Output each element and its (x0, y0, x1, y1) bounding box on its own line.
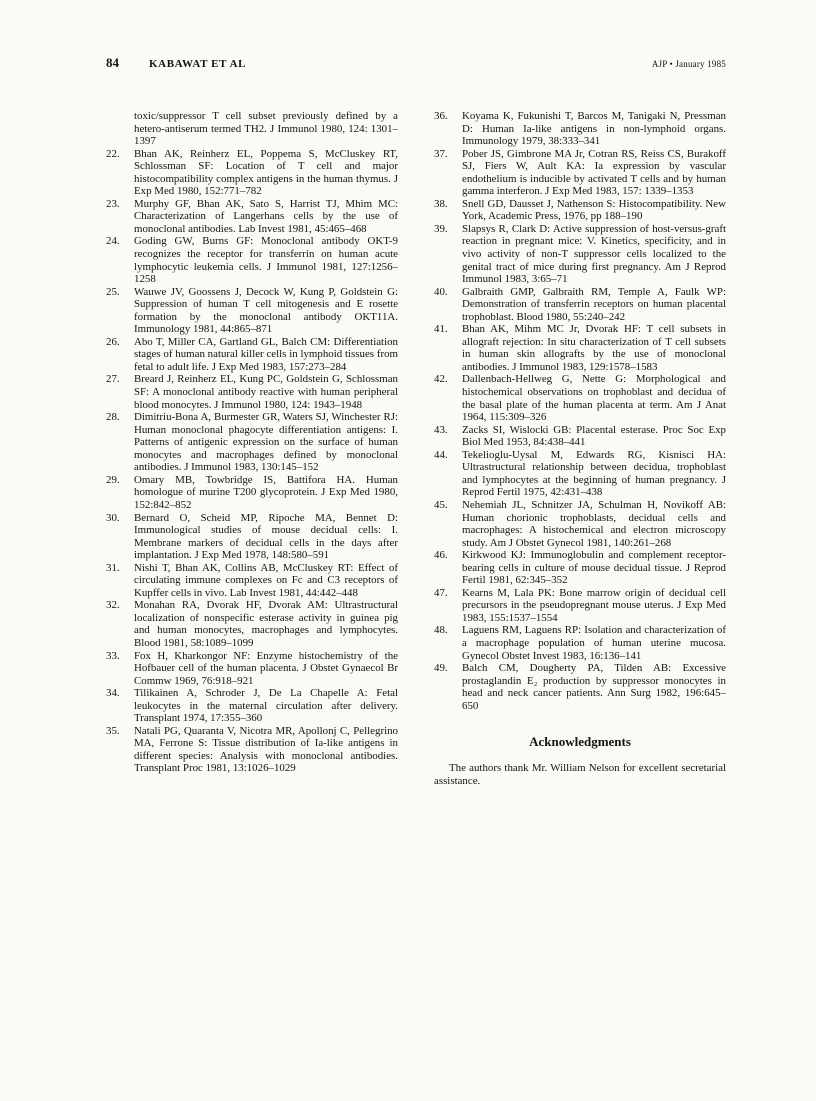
reference-number: 44. (434, 448, 448, 461)
reference-item (434, 223, 726, 286)
reference-text: Breard J, Reinherz EL, Kung PC, Goldstein G, Schlossman SF: A monoclonal antibody reactive with human peripheral blood monocytes. J Immunol 1980, 124: 1943–1948 (134, 373, 398, 411)
reference-text: Kearns M, Lala PK: Bone marrow origin of decidual cell precursors in the pseudopregnant mouse uterus. J Exp Med 1983, 155:1537–1554 (462, 586, 726, 624)
reference-number: 26. (106, 335, 120, 348)
reference-number: 31. (106, 561, 120, 574)
reference-text: Nishi T, Bhan AK, Collins AB, McCluskey RT: Effect of circulating immune complexes on Fc and C3 receptors of Kupffer cells in vivo. Lab Invest 1981, 44:442–448 (134, 561, 398, 599)
reference-number: 30. (106, 511, 120, 524)
reference-item (106, 687, 398, 725)
reference-text: Dallenbach-Hellweg G, Nette G: Morphological and histochemical observations on trophoblast and decidua of the basal plate of the human placenta at term. Am J Anat 1964, 115:309–326 (462, 373, 726, 424)
reference-item (434, 373, 726, 423)
right-column (434, 110, 726, 788)
page-header (106, 54, 726, 72)
reference-number: 43. (434, 423, 448, 436)
reference-item (106, 650, 398, 688)
reference-number: 36. (434, 110, 448, 122)
reference-text: Galbraith GMP, Galbraith RM, Temple A, Faulk WP: Demonstration of transferrin receptors on human placental trophoblast. Blood 1980, 55:240–242 (462, 285, 726, 323)
reference-text: Goding GW, Burns GF: Monoclonal antibody OKT-9 recognizes the receptor for transferrin on human acute lymphocytic leukemia cells. J Immunol 1981, 127:1256–1258 (134, 235, 398, 286)
reference-number: 35. (106, 724, 120, 737)
reference-item (434, 424, 726, 449)
reference-text: Bhan AK, Mihm MC Jr, Dvorak HF: T cell subsets in allograft rejection: In situ characterization of T cell subsets in human skin allografts by the use of monoclonal antibodies. J Immunol 1983, 129:1578–1583 (462, 323, 726, 373)
reference-item (434, 449, 726, 499)
reference-item (434, 148, 726, 198)
reference-item (434, 499, 726, 549)
reference-number: 38. (434, 197, 448, 210)
reference-number: 34. (106, 687, 120, 700)
reference-item (434, 198, 726, 223)
reference-text: Dimitriu-Bona A, Burmester GR, Waters SJ, Winchester RJ: Human monoclonal phagocyte differentiation antigens: I. Patterns of antigenic expression on the surface of human monocytes and macrophages defined by monoclonal antibodies. J Immunol 1983, 130:145–152 (134, 411, 398, 474)
reference-text: Pober JS, Gimbrone MA Jr, Cotran RS, Reiss CS, Burakoff SJ, Fiers W, Ault KA: Ia expression by vascular endothelium is inducible by activated T cells and by human gamma interferon. J Exp Med 1983, 157: 1339–1353 (462, 147, 726, 198)
reference-item (434, 110, 726, 148)
reference-text: Tilikainen A, Schroder J, De La Chapelle A: Fetal leukocytes in the maternal circulation after delivery. Transplant 1974, 17:355–360 (134, 687, 398, 725)
reference-item (106, 725, 398, 775)
reference-text: Kirkwood KJ: Immunoglobulin and complement receptor-bearing cells in culture of mouse decidual tissue. J Reprod Fertil 1981, 62:345–352 (462, 549, 726, 587)
reference-text: Abo T, Miller CA, Gartland GL, Balch CM: Differentiation stages of human natural killer cells in lymphoid tissues from fetal to adult life. J Exp Med 1983, 157:273–284 (134, 335, 398, 373)
reference-text: Fox H, Kharkongor NF: Enzyme histochemistry of the Hofbauer cell of the human placenta. J Obstet Gynaecol Br Commw 1969, 76:918–921 (134, 649, 398, 687)
reference-number: 28. (106, 411, 120, 424)
reference-list-left (106, 148, 398, 775)
reference-number: 33. (106, 649, 120, 662)
reference-item (434, 549, 726, 587)
reference-list-right (434, 110, 726, 712)
reference-text: Wauwe JV, Goossens J, Decock W, Kung P, Goldstein G: Suppression of human T cell mitogenesis and E rosette formation by the monoclonal antibody OKT11A. Immunology 1981, 44:865–871 (134, 285, 398, 336)
reference-item (106, 599, 398, 649)
reference-number: 42. (434, 373, 448, 386)
acknowledgments-text: The authors thank Mr. William Nelson for excellent secretarial assistance. (434, 761, 726, 787)
reference-text: Slapsys R, Clark D: Active suppression of host-versus-graft reaction in pregnant mice: V. Kinetics, specificity, and in vivo activity of non-T suppressor cells localized to the genital tract of mice during first pregnancy. Am J Reprod Immunol 1983, 3:65–71 (462, 222, 726, 286)
reference-item (106, 474, 398, 512)
left-column (106, 110, 398, 788)
reference-text: Tekelioglu-Uysal M, Edwards RG, Kisnisci HA: Ultrastructural relationship between decidua, trophoblast and lymphocytes at the beginning of human pregnancy. J Reprod Fertil 1975, 42:431–438 (462, 448, 726, 499)
reference-number: 40. (434, 285, 448, 298)
reference-number: 23. (106, 197, 120, 210)
journal-issue-info: AJP • January 1985 (651, 59, 726, 69)
reference-text: Murphy GF, Bhan AK, Sato S, Harrist TJ, Mhim MC: Characterization of Langerhans cells by the use of monoclonal antibodies. Lab Invest 1981, 45:465–468 (134, 197, 398, 235)
reference-number: 39. (434, 222, 448, 235)
reference-text: Omary MB, Towbridge IS, Battifora HA. Human homologue of murine T200 glycoprotein. J Exp Med 1980, 152:842–852 (134, 473, 398, 511)
reference-item (434, 624, 726, 662)
reference-number: 49. (434, 662, 448, 675)
reference-number: 47. (434, 586, 448, 599)
reference-item (434, 587, 726, 625)
reference-continuation: toxic/suppressor T cell subset previously defined by a hetero-antiserum termed TH2. J Immunol 1980, 124: 1301–1397 (134, 110, 398, 148)
header-left (106, 54, 246, 72)
reference-text: Nehemiah JL, Schnitzer JA, Schulman H, Novikoff AB: Human chorionic trophoblasts, decidual cells and macrophages: A histochemical and electron microscopy study. Am J Obstet Gynecol 1981, 140:261–268 (462, 498, 726, 549)
reference-item (106, 512, 398, 562)
page-number: 84 (106, 55, 119, 70)
reference-number: 37. (434, 147, 448, 160)
reference-columns (106, 110, 726, 788)
reference-number: 32. (106, 599, 120, 612)
reference-item (106, 198, 398, 236)
reference-item (106, 562, 398, 600)
reference-item (106, 411, 398, 474)
reference-number: 41. (434, 323, 448, 336)
acknowledgments-title: Acknowledgments (529, 734, 631, 750)
reference-number: 27. (106, 373, 120, 386)
running-title: KABAWAT ET AL (149, 58, 247, 70)
reference-text: Koyama K, Fukunishi T, Barcos M, Tanigaki N, Pressman D: Human Ia-like antigens in non-lymphoid organs. Immunology 1979, 38:333–341 (462, 110, 726, 148)
reference-number: 46. (434, 549, 448, 562)
reference-item (106, 373, 398, 411)
reference-text: Natali PG, Quaranta V, Nicotra MR, Apollonj C, Pellegrino MA, Ferrone S: Tissue distribution of Ia-like antigens in different species: Analysis with monoclonal antibodies. Transplant Proc 1981, 13:1026–1029 (134, 724, 398, 775)
reference-text: Monahan RA, Dvorak HF, Dvorak AM: Ultrastructural localization of nonspecific esterase activity in guinea pig and human monocytes, macrophages and lymphocytes. Blood 1981, 58:1089–1099 (134, 599, 398, 649)
reference-item (434, 323, 726, 373)
reference-number: 22. (106, 147, 120, 160)
reference-number: 29. (106, 473, 120, 486)
reference-text: Zacks SI, Wislocki GB: Placental esterase. Proc Soc Exp Biol Med 1953, 84:438–441 (462, 423, 726, 449)
reference-item (434, 662, 726, 712)
reference-item (106, 286, 398, 336)
reference-number: 48. (434, 624, 448, 637)
reference-text: Balch CM, Dougherty PA, Tilden AB: Excessive prostaglandin E₂ production by suppressor monocytes in head and neck cancer patients. Ann Surg 1982, 196:645–650 (462, 662, 726, 712)
reference-number: 25. (106, 285, 120, 298)
reference-item (106, 336, 398, 374)
reference-text: Bernard O, Scheid MP, Ripoche MA, Bennet D: Immunological studies of mouse decidual cells: I. Membrane markers of decidual cells in the days after implantation. J Exp Med 1978, 148:580–591 (134, 511, 398, 562)
reference-number: 24. (106, 235, 120, 248)
reference-number: 45. (434, 498, 448, 511)
reference-text: Bhan AK, Reinherz EL, Poppema S, McCluskey RT, Schlossman SF: Location of T cell and major histocompatibility complex antigens in the human thymus. J Exp Med 1980, 152:771–782 (134, 147, 398, 198)
reference-item (434, 286, 726, 324)
reference-item (106, 235, 398, 285)
reference-item (106, 148, 398, 198)
reference-text: Laguens RM, Laguens RP: Isolation and characterization of a macrophage population of human uterine mucosa. Gynecol Obstet Invest 1983, 16:136–141 (462, 624, 726, 662)
reference-text: Snell GD, Dausset J, Nathenson S: Histocompatibility. New York, Academic Press, 1976, pp 188–190 (462, 197, 726, 223)
